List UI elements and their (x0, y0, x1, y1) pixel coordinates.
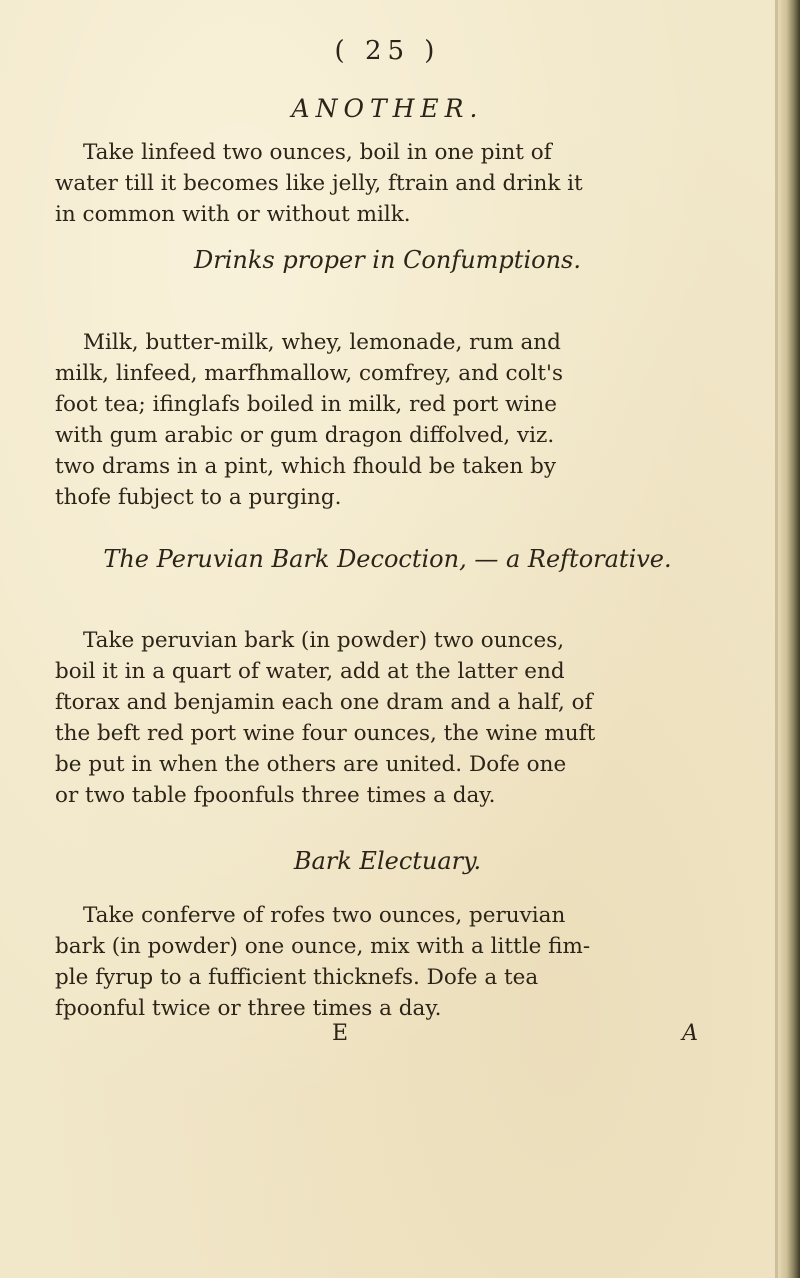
paragraph-line: water till it becomes like jelly, ftrain and drink it (55, 171, 583, 196)
paragraph-line: ple fyrup to a fufficient thicknefs. Dofe a tea (55, 965, 539, 990)
paragraph-line: or two table fpoonfuls three times a day. (55, 783, 496, 808)
paragraph-line: two drams in a pint, which fhould be taken by (55, 454, 556, 479)
paragraph-line: thofe fubject to a purging. (55, 485, 342, 510)
signature-mark: E (332, 1021, 349, 1046)
section-paragraph-linseed (55, 137, 720, 230)
paragraph-line: foot tea; ifinglafs boiled in milk, red port wine (55, 392, 558, 417)
paragraph-line: the beft red port wine four ounces, the wine muft (55, 721, 596, 746)
paragraph-line: Take conferve of rofes two ounces, peruvian (83, 903, 566, 928)
section-paragraph-bark-electuary (55, 900, 720, 1024)
section-heading-drinks: Drinks proper in Confumptions. (194, 246, 581, 274)
paragraph-line: in common with or without milk. (55, 202, 411, 227)
paragraph-line: with gum arabic or gum dragon diffolved, viz. (55, 423, 555, 448)
paragraph-line: Take linfeed two ounces, boil in one pint of (83, 140, 552, 165)
page-number: ( 25 ) (334, 36, 441, 66)
paragraph-line: Milk, butter-milk, whey, lemonade, rum and (83, 330, 561, 355)
paragraph-line: be put in when the others are united. Dofe one (55, 752, 567, 777)
book-gutter (778, 0, 800, 1278)
paragraph-line: fpoonful twice or three times a day. (55, 996, 442, 1021)
paragraph-line: ftorax and benjamin each one dram and a half, of (55, 690, 593, 715)
paragraph-line: bark (in powder) one ounce, mix with a little fim- (55, 934, 591, 959)
section-paragraph-peruvian-bark (55, 625, 720, 811)
section-heading-peruvian-bark: The Peruvian Bark Decoction, — a Reftorative. (103, 545, 672, 573)
paragraph-line: milk, linfeed, marfhmallow, comfrey, and colt's (55, 361, 563, 386)
paragraph-line: Take peruvian bark (in powder) two ounces, (83, 628, 565, 653)
section-heading-another: ANOTHER. (291, 94, 484, 123)
paragraph-line: boil it in a quart of water, add at the latter end (55, 659, 565, 684)
catchword: A (682, 1021, 698, 1046)
section-paragraph-drinks (55, 327, 720, 513)
section-heading-bark-electuary: Bark Electuary. (293, 847, 482, 875)
